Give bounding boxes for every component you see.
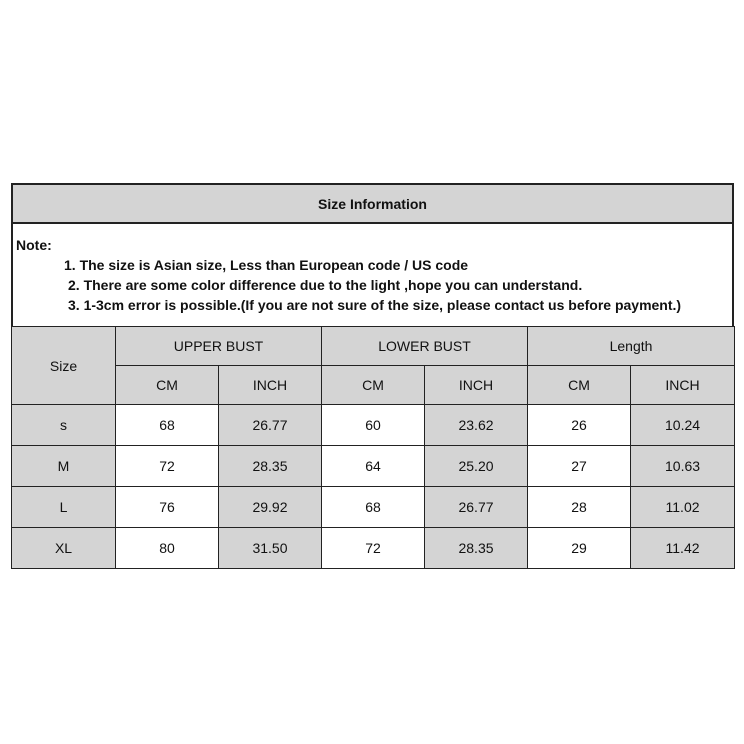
value-cell: 28.35: [219, 446, 322, 487]
unit-header: INCH: [631, 366, 735, 405]
value-cell: 28.35: [425, 528, 528, 569]
table-header-row: [12, 327, 735, 366]
unit-header: INCH: [219, 366, 322, 405]
value-cell: 29.92: [219, 487, 322, 528]
group-header-upper-bust: UPPER BUST: [116, 327, 322, 366]
notes-section: [11, 224, 734, 326]
value-cell: 26.77: [219, 405, 322, 446]
unit-header: INCH: [425, 366, 528, 405]
size-cell: M: [12, 446, 116, 487]
table-unit-row: [12, 366, 735, 405]
value-cell: 10.24: [631, 405, 735, 446]
value-cell: 25.20: [425, 446, 528, 487]
value-cell: 31.50: [219, 528, 322, 569]
unit-header: CM: [116, 366, 219, 405]
chart-title: Size Information: [11, 183, 734, 224]
size-cell: L: [12, 487, 116, 528]
size-chart: [11, 183, 734, 569]
value-cell: 26.77: [425, 487, 528, 528]
table-row: [12, 528, 735, 569]
value-cell: 68: [322, 487, 425, 528]
value-cell: 11.02: [631, 487, 735, 528]
value-cell: 10.63: [631, 446, 735, 487]
note-item: 1. The size is Asian size, Less than European code / US code: [64, 257, 469, 273]
note-item: 3. 1-3cm error is possible.(If you are not sure of the size, please contact us before payment.): [68, 297, 682, 313]
value-cell: 68: [116, 405, 219, 446]
value-cell: 64: [322, 446, 425, 487]
unit-header: CM: [322, 366, 425, 405]
size-header: Size: [12, 327, 116, 405]
value-cell: 76: [116, 487, 219, 528]
value-cell: 23.62: [425, 405, 528, 446]
size-cell: XL: [12, 528, 116, 569]
value-cell: 26: [528, 405, 631, 446]
value-cell: 60: [322, 405, 425, 446]
value-cell: 29: [528, 528, 631, 569]
group-header-length: Length: [528, 327, 735, 366]
table-row: [12, 446, 735, 487]
value-cell: 72: [322, 528, 425, 569]
notes-label: Note:: [16, 237, 52, 253]
value-cell: 28: [528, 487, 631, 528]
unit-header: CM: [528, 366, 631, 405]
value-cell: 11.42: [631, 528, 735, 569]
note-item: 2. There are some color difference due to the light ,hope you can understand.: [68, 277, 583, 293]
value-cell: 27: [528, 446, 631, 487]
table-row: [12, 487, 735, 528]
value-cell: 72: [116, 446, 219, 487]
value-cell: 80: [116, 528, 219, 569]
group-header-lower-bust: LOWER BUST: [322, 327, 528, 366]
table-row: [12, 405, 735, 446]
size-table: [11, 326, 735, 569]
size-cell: s: [12, 405, 116, 446]
